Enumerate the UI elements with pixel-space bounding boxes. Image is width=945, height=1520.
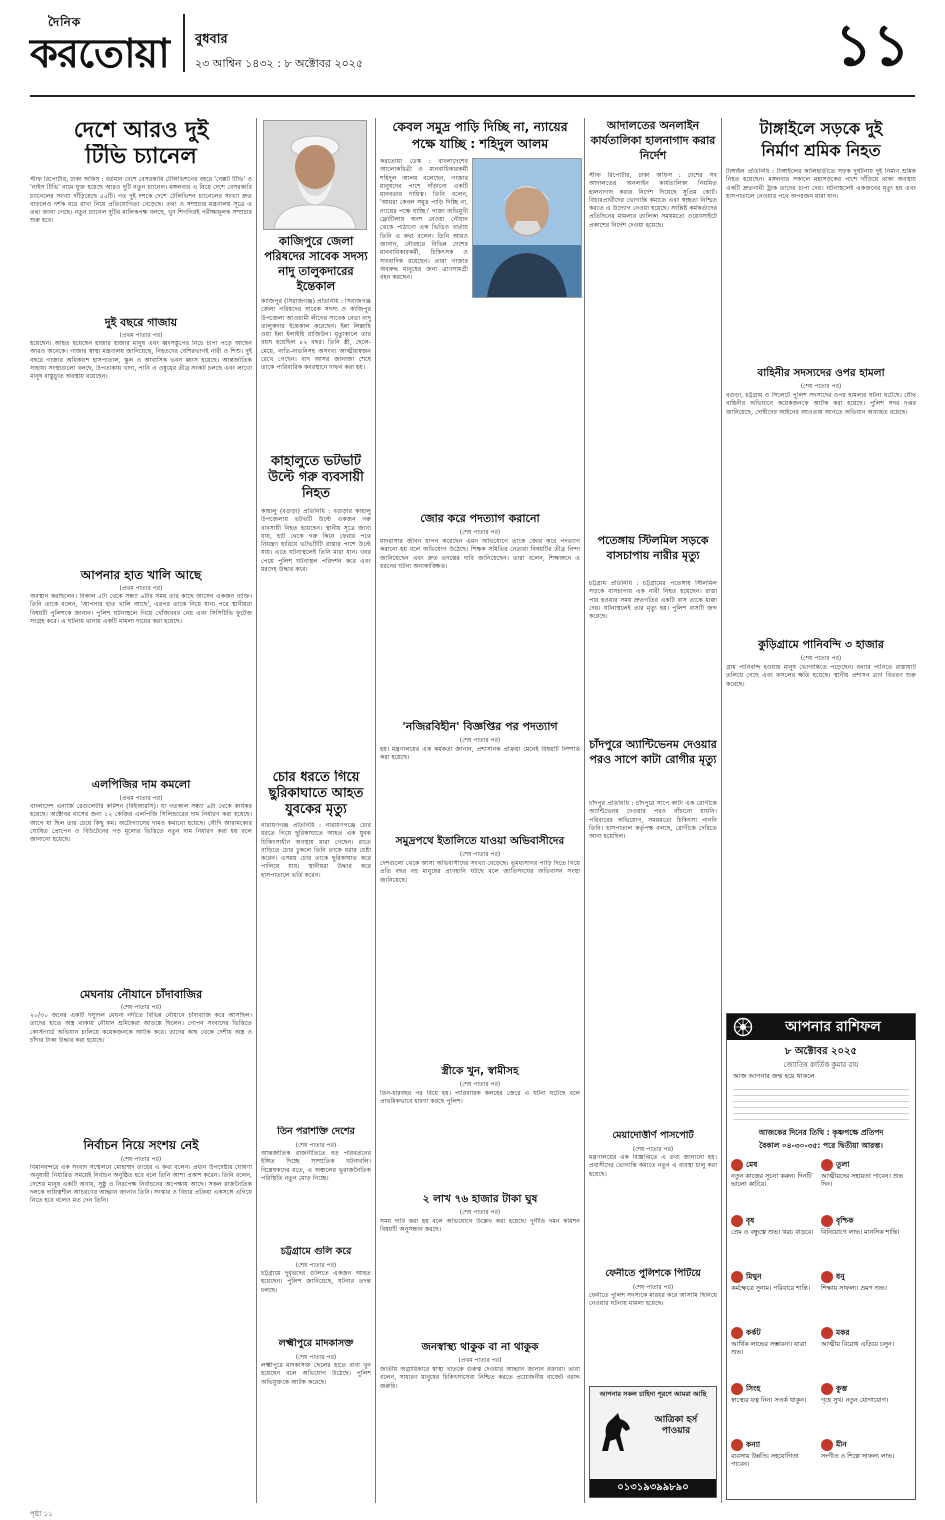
horoscope-sign-name: তুলা [836, 1160, 850, 1169]
court-body: স্টাফ রিপোর্টার, ঢাকা অফিস : দেশের সব আদালতের অনলাইন কার্যতালিকা নিয়মিত হালনাগাদ করার নির্দেশ দিয়েছে সুপ্রিম কোর্ট। বিচারপ্রার্থীদের ভোগান্তি কমাতে এবং স্বচ্ছতা নিশ্চিত করতে এ উদ্যোগ নেওয়া হয়েছে। সংশ্লিষ্ট কর্মকর্তাদের প্রতিদিনের মামলার তালিকা সময়মতো ওয়েবসাইটে প্রকাশের নির্দেশ দেওয়া হয়েছে। [589, 172, 717, 229]
subhead-forces-attack: বাহিনীর সদস্যদের ওপর হামলা [757, 367, 885, 379]
horoscope-sign-2 [731, 1270, 817, 1322]
subhead-gaza-note: (প্রথম পাতার পর) [119, 332, 163, 339]
horoscope-date: ৮ অক্টোবর ২০২৫ [784, 1046, 858, 1057]
horoscope-filler [733, 1084, 909, 1124]
subhead-public-health: জনস্বাস্থ্য থাকুক বা না থাকুক [421, 1341, 539, 1353]
subhead-feni-note: (শেষ পাতার পর) [632, 1284, 674, 1291]
ad-phone: ০১৩১৯৩৯৯৮৯০ [617, 1482, 689, 1493]
horse-icon [596, 1411, 636, 1455]
zodiac-sign-icon [731, 1383, 743, 1395]
headline-tangail-line1: টাঙ্গাইলে সড়কে দুই [759, 119, 883, 138]
horoscope-sign-text: সংগীত ও শিল্পে সাফল্য লাভ। [821, 1453, 895, 1460]
chandpur-body: চাঁদপুর প্রতিনিধি : চাঁদপুরে সাপে কাটা এক রোগীকে অ্যান্টিভেনম দেওয়ার পরও বাঁচানো যায়নি। পরিবারের অভিযোগ, সময়মতো চিকিৎসা পাননি তিনি। হাসপাতাল কর্তৃপক্ষ বলছে, রোগীকে দেরিতে আনা হয়েছিল। [589, 800, 717, 841]
horoscope-sign-text: স্বাস্থ্যের যত্ন নিন। সতর্ক থাকুন। [731, 1397, 807, 1404]
headline-chandpur: চাঁদপুরে অ্যান্টিভেনম দেওয়ার পরও সাপে কাটা রোগীর মৃত্যু [589, 738, 717, 766]
zodiac-sign-icon [731, 1215, 743, 1227]
headline-tv-line1: দেশে আরও দুই [73, 118, 209, 143]
horoscope-sign-name: বৃষ [746, 1216, 755, 1225]
masthead-divider [183, 14, 185, 72]
public-health-body: জাতীয় অগ্রাধিকারে স্বাস্থ্য খাতকে গুরুত্ব দেওয়ার আহ্বান জানান বক্তারা। তারা বলেন, সাধারণ মানুষের চিকিৎসাসেবা নিশ্চিত করতে প্রয়োজনীয় বাজেট বরাদ্দ জরুরি। [380, 1366, 580, 1390]
subhead-election-note: (শেষ পাতার পর) [120, 1156, 162, 1163]
zodiac-sign-icon [821, 1439, 833, 1451]
horoscope-sign-name: মিথুন [746, 1272, 762, 1281]
italy-migrants-body: দেশগুলো থেকে আসা অভিবাসীদের সংখ্যা বেড়েছে। ভূমধ্যসাগর পাড়ি দিতে গিয়ে প্রতি বছর বহু মানুষের প্রাণহানি ঘটছে বলে জাতিসংঘের অভিবাসন সংস্থা জানিয়েছে। [380, 860, 580, 884]
forces-attack-body: বগুড়া, চট্টগ্রাম ও সিলেটে পুলিশ সদস্যদের ওপর হামলার ঘটনা ঘটেছে। যৌথ বাহিনীর অভিযানে কয়েকজনকে আটক করা হয়েছে। পুলিশ সদর দপ্তর জানিয়েছে, দোষীদের আইনের আওতায় আনতে অভিযান অব্যাহত রয়েছে। [726, 392, 916, 416]
lakshmipur-body: লক্ষ্মীপুরে মাদকাসক্ত ছেলের হাতে বাবা খুন হয়েছেন বলে অভিযোগ উঠেছে। পুলিশ অভিযুক্তকে আটক করেছে। [261, 1362, 371, 1386]
zodiac-sign-icon [821, 1383, 833, 1395]
subhead-wife-murder: স্ত্রীকে খুন, স্বামীসহ [441, 1065, 519, 1077]
headline-kahalu: কাহালুতে ভটভটি উল্টে গরু ব্যবসায়ী নিহত [268, 454, 364, 501]
horoscope-intro: আজ আপনার জন্ম হয়ে থাকলে [733, 1072, 815, 1080]
horoscope-sign-text: আত্মীয়দের সহায়তা পাবেন। শুভ দিন। [821, 1173, 904, 1188]
thief-body: নারায়ণগঞ্জ প্রতিনিধি : নারায়ণগঞ্জে চোর ধরতে গিয়ে ছুরিকাঘাতে আহত এক যুবক চিকিৎসাধীন অবস্থায় মারা গেছেন। রাতে বাড়িতে চোর ঢুকলে তিনি তাকে ধরার চেষ্টা করেন। এসময় চোর তাকে ছুরিকাঘাত করে পালিয়ে যায়। স্থানীয়রা উদ্ধার করে হাসপাতালে ভর্তি করেন। [261, 822, 371, 879]
horoscope-sign-6 [821, 1158, 907, 1210]
subhead-bribe: ২ লাখ ৭৬ হাজার টাকা ঘুষ [422, 1193, 538, 1205]
horoscope-sign-text: আত্মীয় বিরোধ এড়িয়ে চলুন। [821, 1341, 895, 1348]
article-court-list [589, 118, 717, 1503]
advertisement-horse-power [589, 1386, 717, 1498]
horoscope-sign-text: নতুন কাজের সূচনা করুন। দিনটি ভালো কাটবে। [731, 1173, 812, 1188]
kazipur-body: কাজিপুর (সিরাজগঞ্জ) প্রতিনিধি : সিরাজগঞ্জ জেলা পরিষদের সাবেক সদস্য ও কাজিপুর উপজেলা আওয়ামী লীগের সাবেক নেতা নাদু তালুকদার ইন্তেকাল করেছেন। ইন্না লিল্লাহি ওয়া ইন্না ইলাইহি রাজিউন। মৃত্যুকালে তার বয়স হয়েছিল ৮২ বছর। তিনি স্ত্রী, ছেলে-মেয়ে, নাতি-নাতনিসহ অসংখ্য আত্মীয়স্বজন রেখে গেছেন। বাদ আসর জানাজা শেষে তাকে পারিবারিক কবরস্থানে দাফন করা হয়। [261, 298, 371, 372]
horoscope-sign-text: আর্থিক লাভের সম্ভাবনা। যাত্রা শুভ। [731, 1341, 807, 1356]
hand-empty-body: অবস্থান করছিলেন। বিকাল ৫টা থেকে সন্ধ্যা ৬টার সময় তার কাছে আসেন একজন ব্যক্তি। তিনি তাকে বলেন, 'আপনার হাত খালি আছে', এরপর তাকে নিয়ে যান। পরে স্থানীয়রা বিষয়টি পুলিশকে জানান। পুলিশ ঘটনাস্থলে গিয়ে খোঁজখবর নেয় এবং সিসিটিভি ফুটেজ সংগ্রহ করে। এ ঘটনায় থানায় একটি মামলা দায়ের করা হয়েছে। [30, 593, 252, 625]
subhead-wife-murder-note: (শেষ পাতার পর) [459, 1081, 501, 1088]
horoscope-sign-name: কুম্ভ [836, 1384, 848, 1393]
horoscope-author: জ্যোতিষ কার্তিক কুমার রায় [783, 1061, 859, 1069]
subhead-unprecedented: 'নজিরবিহীন' বিজ্ঞপ্তির পর পদত্যাগ [402, 720, 558, 733]
gaza-body: হয়েছেন। আহত হয়েছেন হাজার হাজার মানুষ এবং ধ্বংসস্তূপের নিচে চাপা পড়ে আছেন আরও অনেকে। গাজার স্বাস্থ্য মন্ত্রণালয় জানিয়েছে, নিহতদের বেশিরভাগই নারী ও শিশু। দুই বছরে গাজার অধিকাংশ হাসপাতাল, স্কুল ও আবাসিক ভবন ধ্বংস হয়েছে। আন্তর্জাতিক সাহায্য সংস্থাগুলো বলছে, উপত্যকায় খাদ্য, পানি ও ওষুধের তীব্র সংকট চলছে এবং লাখো মানুষ বাস্তুচ্যুত অবস্থায় রয়েছেন। [30, 340, 252, 381]
subhead-kurigram-note: (শেষ পাতার পর) [800, 655, 842, 662]
portrait-figure [264, 121, 366, 229]
headline-kazipur: কাজিপুরে জেলা পরিষদের সাবেক সদস্য নাদু তালুকদারের ইন্তেকাল [264, 234, 368, 293]
headline-tv-line2: টিভি চ্যানেল [85, 144, 197, 169]
ad-tagline: আপনার সকল চাহিদা পূরণে আমরা আছি [599, 1390, 707, 1398]
subhead-forced-resign: জোর করে পদত্যাগ করানো [420, 512, 540, 525]
ctg-shoot-body: চট্টগ্রামে দুর্বৃত্তদের গুলিতে একজন আহত হয়েছেন। পুলিশ জানিয়েছে, ঘটনার তদন্ত চলছে। [261, 1270, 371, 1294]
lpg-body: বাংলাদেশ এনার্জি রেগুলেটরি কমিশন (বিইআরসি)। যা গতকাল সন্ধ্যা ৬টা থেকে কার্যকর হয়েছে। অক্টোবর মাসের জন্য ১২ কেজির এলপিজি সিলিন্ডারের দাম নির্ধারণ করা হয়েছে। আগে যা ছিল তার চেয়ে কিছু কম। অটোগ্যাসের দামও কমানো হয়েছে। সৌদি আরামকোর ঘোষিত প্রোপেন ও বিউটেনের গড় মূল্যের ভিত্তিতে নতুন দাম নির্ধারণ করা হয় বলে জানানো হয়েছে। [30, 803, 252, 844]
shahidul-photo [472, 158, 582, 298]
subhead-passport-note: (শেষ পাতার পর) [632, 1146, 674, 1153]
horoscope-box [726, 1013, 916, 1500]
horoscope-sign-3 [731, 1326, 817, 1378]
article-kazipur [261, 118, 371, 1503]
zodiac-sign-icon [731, 1327, 743, 1339]
horoscope-title: আপনার রাশিফল [785, 1019, 881, 1035]
masthead-bottom-rule [30, 95, 915, 97]
shahidul-photo-figure [473, 159, 581, 297]
headline-shahidul: কেবল সমুদ্র পাড়ি দিচ্ছি না, ন্যায়ের পক্ষে যাচ্ছি : শহিদুল আলম [392, 119, 568, 151]
bribe-body: সময় দাবি করা হয় বলে অভিযোগে উল্লেখ করা হয়েছে। দুর্নীতি দমন কমিশন বিষয়টি অনুসন্ধান করছে। [380, 1218, 580, 1234]
horoscope-sign-text: গৃহে সুখ। নতুন যোগাযোগ। [821, 1397, 889, 1404]
kurigram-body: গ্রাম পানিবন্দি হওয়ায় মানুষ ভোগান্তিতে পড়েছেন। বন্যার পানিতে রাস্তাঘাট তলিয়ে গেছে এবং ফসলের ক্ষতি হয়েছে। স্থানীয় প্রশাসন ত্রাণ বিতরণ শুরু করেছে। [726, 664, 916, 688]
tangail-body: টাঙ্গাইল প্রতিনিধি : টাঙ্গাইলের কালিহাতীতে সড়ক দুর্ঘটনায় দুই নির্মাণ শ্রমিক নিহত হয়েছেন। মঙ্গলবার সকালে মহাসড়কের পাশে দাঁড়িয়ে থাকা অবস্থায় একটি দ্রুতগামী ট্রাক তাদের চাপা দেয়। ঘটনাস্থলেই একজনের মৃত্যু হয় এবং হাসপাতালে নেওয়ার পথে অপরজন মারা যান। [726, 168, 916, 200]
passport-body: মন্ত্রণালয়ের এক বিজ্ঞপ্তিতে এ তথ্য জানানো হয়। প্রবাসীদের ভোগান্তি কমাতে নতুন এ ব্যবস্থা চালু করা হয়েছে। [589, 1154, 717, 1178]
zodiac-sign-icon [731, 1271, 743, 1283]
subhead-italy-migrants: সমুদ্রপথে ইতালিতে যাওয়া অভিবাসীদের [395, 835, 565, 847]
masthead-date: ২৩ আশ্বিন ১৪৩২ : ৮ অক্টোবর ২০২৫ [195, 57, 364, 70]
forced-resign-body: মাদরাসার জীবন যাপন করেছেন এমন অভিযোগে তাকে জোর করে পদত্যাগ করানো হয় বলে অভিযোগ উঠেছে। শিক্ষক সমিতির নেতারা বিষয়টির তীব্র নিন্দা জানিয়েছেন এবং দ্রুত তদন্তের দাবি জানিয়েছেন। তারা বলেন, শিক্ষাঙ্গনে এ ধরনের ঘটনা অনাকাঙ্ক্ষিত। [380, 538, 580, 570]
zodiac-wheel-icon [733, 1017, 753, 1037]
horoscope-sign-name: মীন [836, 1440, 847, 1449]
shahidul-body: করতোয়া ডেস্ক : বাংলাদেশের আলোকচিত্রী ও মানবাধিকারকর্মী শহিদুল আলম বলেছেন, গাজার মানুষদের পাশে দাঁড়ানো একটি মানবতার দায়িত্ব। তিনি বলেন, 'আমরা কেবল সমুদ্র পাড়ি দিচ্ছি না, ন্যায়ের পক্ষে যাচ্ছি।' গাজা অভিমুখী ফ্লোটিলায় অংশ নেওয়া নৌযান থেকে পাঠানো এক ভিডিও বার্তায় তিনি এ কথা বলেন। তিনি আরও জানান, নৌবহরে বিভিন্ন দেশের মানবাধিকারকর্মী, চিকিৎসক ও সাংবাদিক রয়েছেন। তারা গাজার অবরুদ্ধ মানুষের জন্য ত্রাণসামগ্রী বহন করছেন। [380, 158, 468, 282]
subhead-lakshmipur-note: (শেষ পাতার পর) [295, 1354, 337, 1361]
masthead [0, 0, 945, 118]
horoscope-sign-name: ধনু [836, 1272, 845, 1281]
horoscope-sign-text: ব্যবসায় উন্নতি। সহযোগিতা পাবেন। [731, 1453, 799, 1468]
zodiac-sign-icon [821, 1215, 833, 1227]
subhead-forced-resign-note: (শেষ পাতার পর) [459, 529, 501, 536]
horoscope-sign-7 [821, 1214, 907, 1266]
article-tangail [726, 118, 916, 1503]
portrait-photo [263, 120, 367, 230]
tv-body: স্টাফ রিপোর্টার, ঢাকা অফিস : বর্তমান দেশে বেসরকারি টেলিভিশনের বহরে 'নেক্সট টিভি' ও 'নাইস টিভি' নামে যুক্ত হয়েছে আরও দুটি নতুন চ্যানেল। মঙ্গলবার এ নিয়ে দেশে বেসরকারি চ্যানেলের সংখ্যা দাঁড়িয়েছে ৫৫টি। গত দুই দশকে দেশে টেলিভিশন চ্যানেলের সংখ্যা দ্রুত বাড়লেও দর্শক ধরে রাখা নিয়ে প্রতিযোগিতা বেড়েছে। তথ্য ও সম্প্রচার মন্ত্রণালয় সূত্রে এ তথ্য জানা গেছে। নতুন চ্যানেল দুটির মালিকপক্ষ বলছে, খুব শিগগিরই পরীক্ষামূলক সম্প্রচার শুরু হবে। [30, 176, 252, 225]
zodiac-sign-icon [821, 1271, 833, 1283]
horoscope-grid [731, 1158, 911, 1494]
zodiac-sign-icon [821, 1159, 833, 1171]
headline-tangail-line2: নির্মাণ শ্রমিক নিহত [761, 141, 881, 160]
wife-murder-body: তিন-চারবছর পর বিয়ে হয়। পারিবারিক কলহের জেরে এ ঘটনা ঘটেছে বলে প্রাথমিকভাবে ধারণা করছে পুলিশ। [380, 1090, 580, 1106]
headline-thief: চোর ধরতে গিয়ে ছুরিকাঘাতে আহত যুবকের মৃত্যু [268, 770, 364, 817]
horoscope-day-title: আজকের দিনের তিথি : কৃষ্ণপক্ষে প্রতিপদ [758, 1128, 884, 1137]
article-shahidul [380, 118, 580, 1503]
subhead-kurigram: কুড়িগ্রামে পানিবন্দি ৩ হাজার [758, 638, 884, 651]
zodiac-sign-icon [821, 1327, 833, 1339]
horoscope-sign-name: সিংহ [746, 1384, 761, 1393]
horoscope-title-bar [727, 1014, 915, 1040]
horoscope-sign-text: শিক্ষায় সাফল্য। ভ্রমণ শুভ। [821, 1285, 887, 1292]
horoscope-sign-1 [731, 1214, 817, 1266]
subhead-gaza: দুই বছরে গাজায় [104, 316, 178, 329]
subhead-meghna-note: (শেষ পাতার পর) [120, 1004, 162, 1011]
masthead-logo: করতোয়া [30, 30, 169, 77]
column-rule-1 [256, 118, 257, 1503]
three-powers-body: আন্তর্জাতিক রাজনীতিতে বড় পরিবর্তনের ইঙ্গিত দিচ্ছে সাম্প্রতিক ঘটনাবলি। বিশ্লেষকদের মতে, এ অঞ্চলের ভূরাজনৈতিক পরিস্থিতি নতুন মোড় নিচ্ছে। [261, 1150, 371, 1182]
horoscope-sign-0 [731, 1158, 817, 1210]
column-rule-3 [584, 118, 585, 1503]
horoscope-sign-text: প্রেম ও বন্ধুত্বে শুভ। খরচ বাড়বে। [731, 1229, 814, 1236]
horoscope-sign-4 [731, 1382, 817, 1434]
subhead-feni: ফেনীতে পুলিশকে পিটিয়ে [605, 1268, 701, 1279]
unprecedented-body: হয়। মন্ত্রণালয়ের এক কর্মকর্তা জানান, প্রশাসনিক প্রক্রিয়া মেনেই বিষয়টি নিষ্পত্তি করা হয়েছে। [380, 746, 580, 762]
kahalu-body: কাহালু (বগুড়া) প্রতিনিধি : বগুড়ার কাহালু উপজেলায় ভটভটি উল্টে একজন গরু ব্যবসায়ী নিহত হয়েছেন। স্থানীয় সূত্রে জানা যায়, হাট থেকে গরু কিনে ফেরার পথে নিয়ন্ত্রণ হারিয়ে ভটভটিটি রাস্তার পাশে উল্টে যায়। এতে ঘটনাস্থলেই তিনি মারা যান। খবর পেয়ে পুলিশ ঘটনাস্থল পরিদর্শন করে এবং মরদেহ উদ্ধার করে। [261, 508, 371, 574]
ad-brand-name: আত্রিকা হর্স পাওয়ার [654, 1415, 698, 1436]
ad-phone-bar [590, 1479, 716, 1497]
masthead-small-label: দৈনিক [48, 15, 82, 29]
feni-body: ফেনীতে পুলিশ সদস্যকে মারধর করে আসামি ছিনিয়ে নেওয়ার ঘটনায় মামলা হয়েছে। [589, 1292, 717, 1308]
meghna-body: ২০/৩০ জনের একটি দস্যুদল মেঘনা নদীতে বিভিন্ন নৌযানে চাঁদাবাজি করে আসছিল। তাদের হাতে অস্ত্র থাকায় নৌযান শ্রমিকেরা আতঙ্কে ছিলেন। গোপন সংবাদের ভিত্তিতে কোস্টগার্ড অভিযান চালিয়ে কয়েকজনকে আটক করে। তাদের কাছ থেকে দেশীয় অস্ত্র ও চাঁদার টাকা উদ্ধার করা হয়েছে। [30, 1012, 252, 1044]
page-mark: পৃষ্ঠা ১১ [30, 1510, 53, 1518]
subhead-unprecedented-note: (শেষ পাতার পর) [459, 737, 501, 744]
horoscope-sign-10 [821, 1382, 907, 1434]
subhead-public-health-note: (প্রথম পাতার পর) [458, 1357, 502, 1364]
subhead-hand-empty-note: (প্রথম পাতার পর) [119, 585, 163, 592]
horoscope-sign-8 [821, 1270, 907, 1322]
horoscope-time: বৈকাল ০৪-৩০-৩৫: পরে দ্বিতীয়া আরম্ভ। [759, 1141, 883, 1150]
headline-court: আদালতের অনলাইন কার্যতালিকা হালনাগাদ করার নির্দেশ [590, 119, 716, 162]
patenga-body: চট্টগ্রাম প্রতিনিধি : চট্টগ্রামের পতেঙ্গায় স্টিলমিল সড়কে বাসচাপায় এক নারী নিহত হয়েছেন। রাস্তা পার হওয়ার সময় দ্রুতগতির একটি বাস তাকে ধাক্কা দেয়। ঘটনাস্থলেই তার মৃত্যু হয়। পুলিশ বাসটি জব্দ করেছে। [589, 580, 717, 621]
subhead-italy-migrants-note: (শেষ পাতার পর) [459, 851, 501, 858]
headline-patenga: পতেঙ্গায় স্টিলমিল সড়কে বাসচাপায় নারীর মৃত্যু [597, 534, 709, 562]
subhead-hand-empty: আপনার হাত খালি আছে [80, 568, 202, 582]
subhead-lpg: এলপিজির দাম কমলো [91, 778, 191, 791]
subhead-three-powers-note: (শেষ পাতার পর) [295, 1142, 337, 1149]
subhead-passport: মেয়াদোত্তীর্ণ পাসপোর্ট [612, 1130, 694, 1141]
zodiac-sign-icon [731, 1439, 743, 1451]
column-rule-4 [721, 118, 722, 1503]
horoscope-sign-name: মকর [836, 1328, 850, 1337]
horoscope-sign-text: কর্মক্ষেত্রে সুনাম। পরিবারে শান্তি। [731, 1285, 810, 1292]
subhead-lakshmipur: লক্ষ্মীপুরে মাদকাসক্ত [278, 1338, 354, 1349]
subhead-forces-attack-note: (শেষ পাতার পর) [800, 383, 842, 390]
subhead-ctg-shoot-note: (শেষ পাতার পর) [295, 1262, 337, 1269]
horoscope-sign-text: বিনিয়োগে লাভ। মানসিক শান্তি। [821, 1229, 900, 1236]
article-tv-channels [30, 118, 252, 1503]
subhead-lpg-note: (প্রথম পাতার পর) [119, 795, 163, 802]
election-body: বিমানবন্দরে এক সংবাদ সম্মেলনে মোহাম্মদ তাহের এ কথা বলেন। প্রধান উপদেষ্টার ঘোষণা অনুযায়ী নির্ধারিত সময়েই নির্বাচন অনুষ্ঠিত হবে বলে তিনি আশা প্রকাশ করেন। তিনি বলেন, দেশের মানুষ একটি অবাধ, সুষ্ঠু ও নিরপেক্ষ নির্বাচনের অপেক্ষায় আছে। সকল রাজনৈতিক দলকে দায়িত্বশীল আচরণের আহ্বান জানান তিনি। সংস্কার ও বিচার প্রক্রিয়া একসঙ্গে এগিয়ে নিতে হবে বলেও মত দেন তিনি। [30, 1164, 252, 1205]
horoscope-sign-11 [821, 1438, 907, 1490]
zodiac-sign-icon [731, 1159, 743, 1171]
horoscope-sign-name: মেষ [746, 1160, 758, 1169]
horoscope-sign-9 [821, 1326, 907, 1378]
subhead-meghna: মেঘনায় নৌযানে চাঁদাবাজির [79, 988, 203, 1001]
subhead-election: নির্বাচন নিয়ে সংশয় নেই [83, 1138, 199, 1152]
subhead-three-powers: তিন পরাশক্তি দেশের [277, 1126, 355, 1137]
masthead-weekday: বুধবার [195, 32, 228, 47]
column-rule-2 [375, 118, 376, 1503]
horoscope-sign-5 [731, 1438, 817, 1490]
page-number: ১১ [834, 11, 910, 79]
subhead-ctg-shoot: চট্টগ্রামে গুলি করে [280, 1246, 352, 1257]
horoscope-sign-name: বৃশ্চিক [836, 1216, 854, 1225]
subhead-bribe-note: (শেষ পাতার পর) [459, 1209, 501, 1216]
horoscope-sign-name: কন্যা [746, 1440, 761, 1449]
horoscope-sign-name: কর্কট [746, 1328, 761, 1337]
